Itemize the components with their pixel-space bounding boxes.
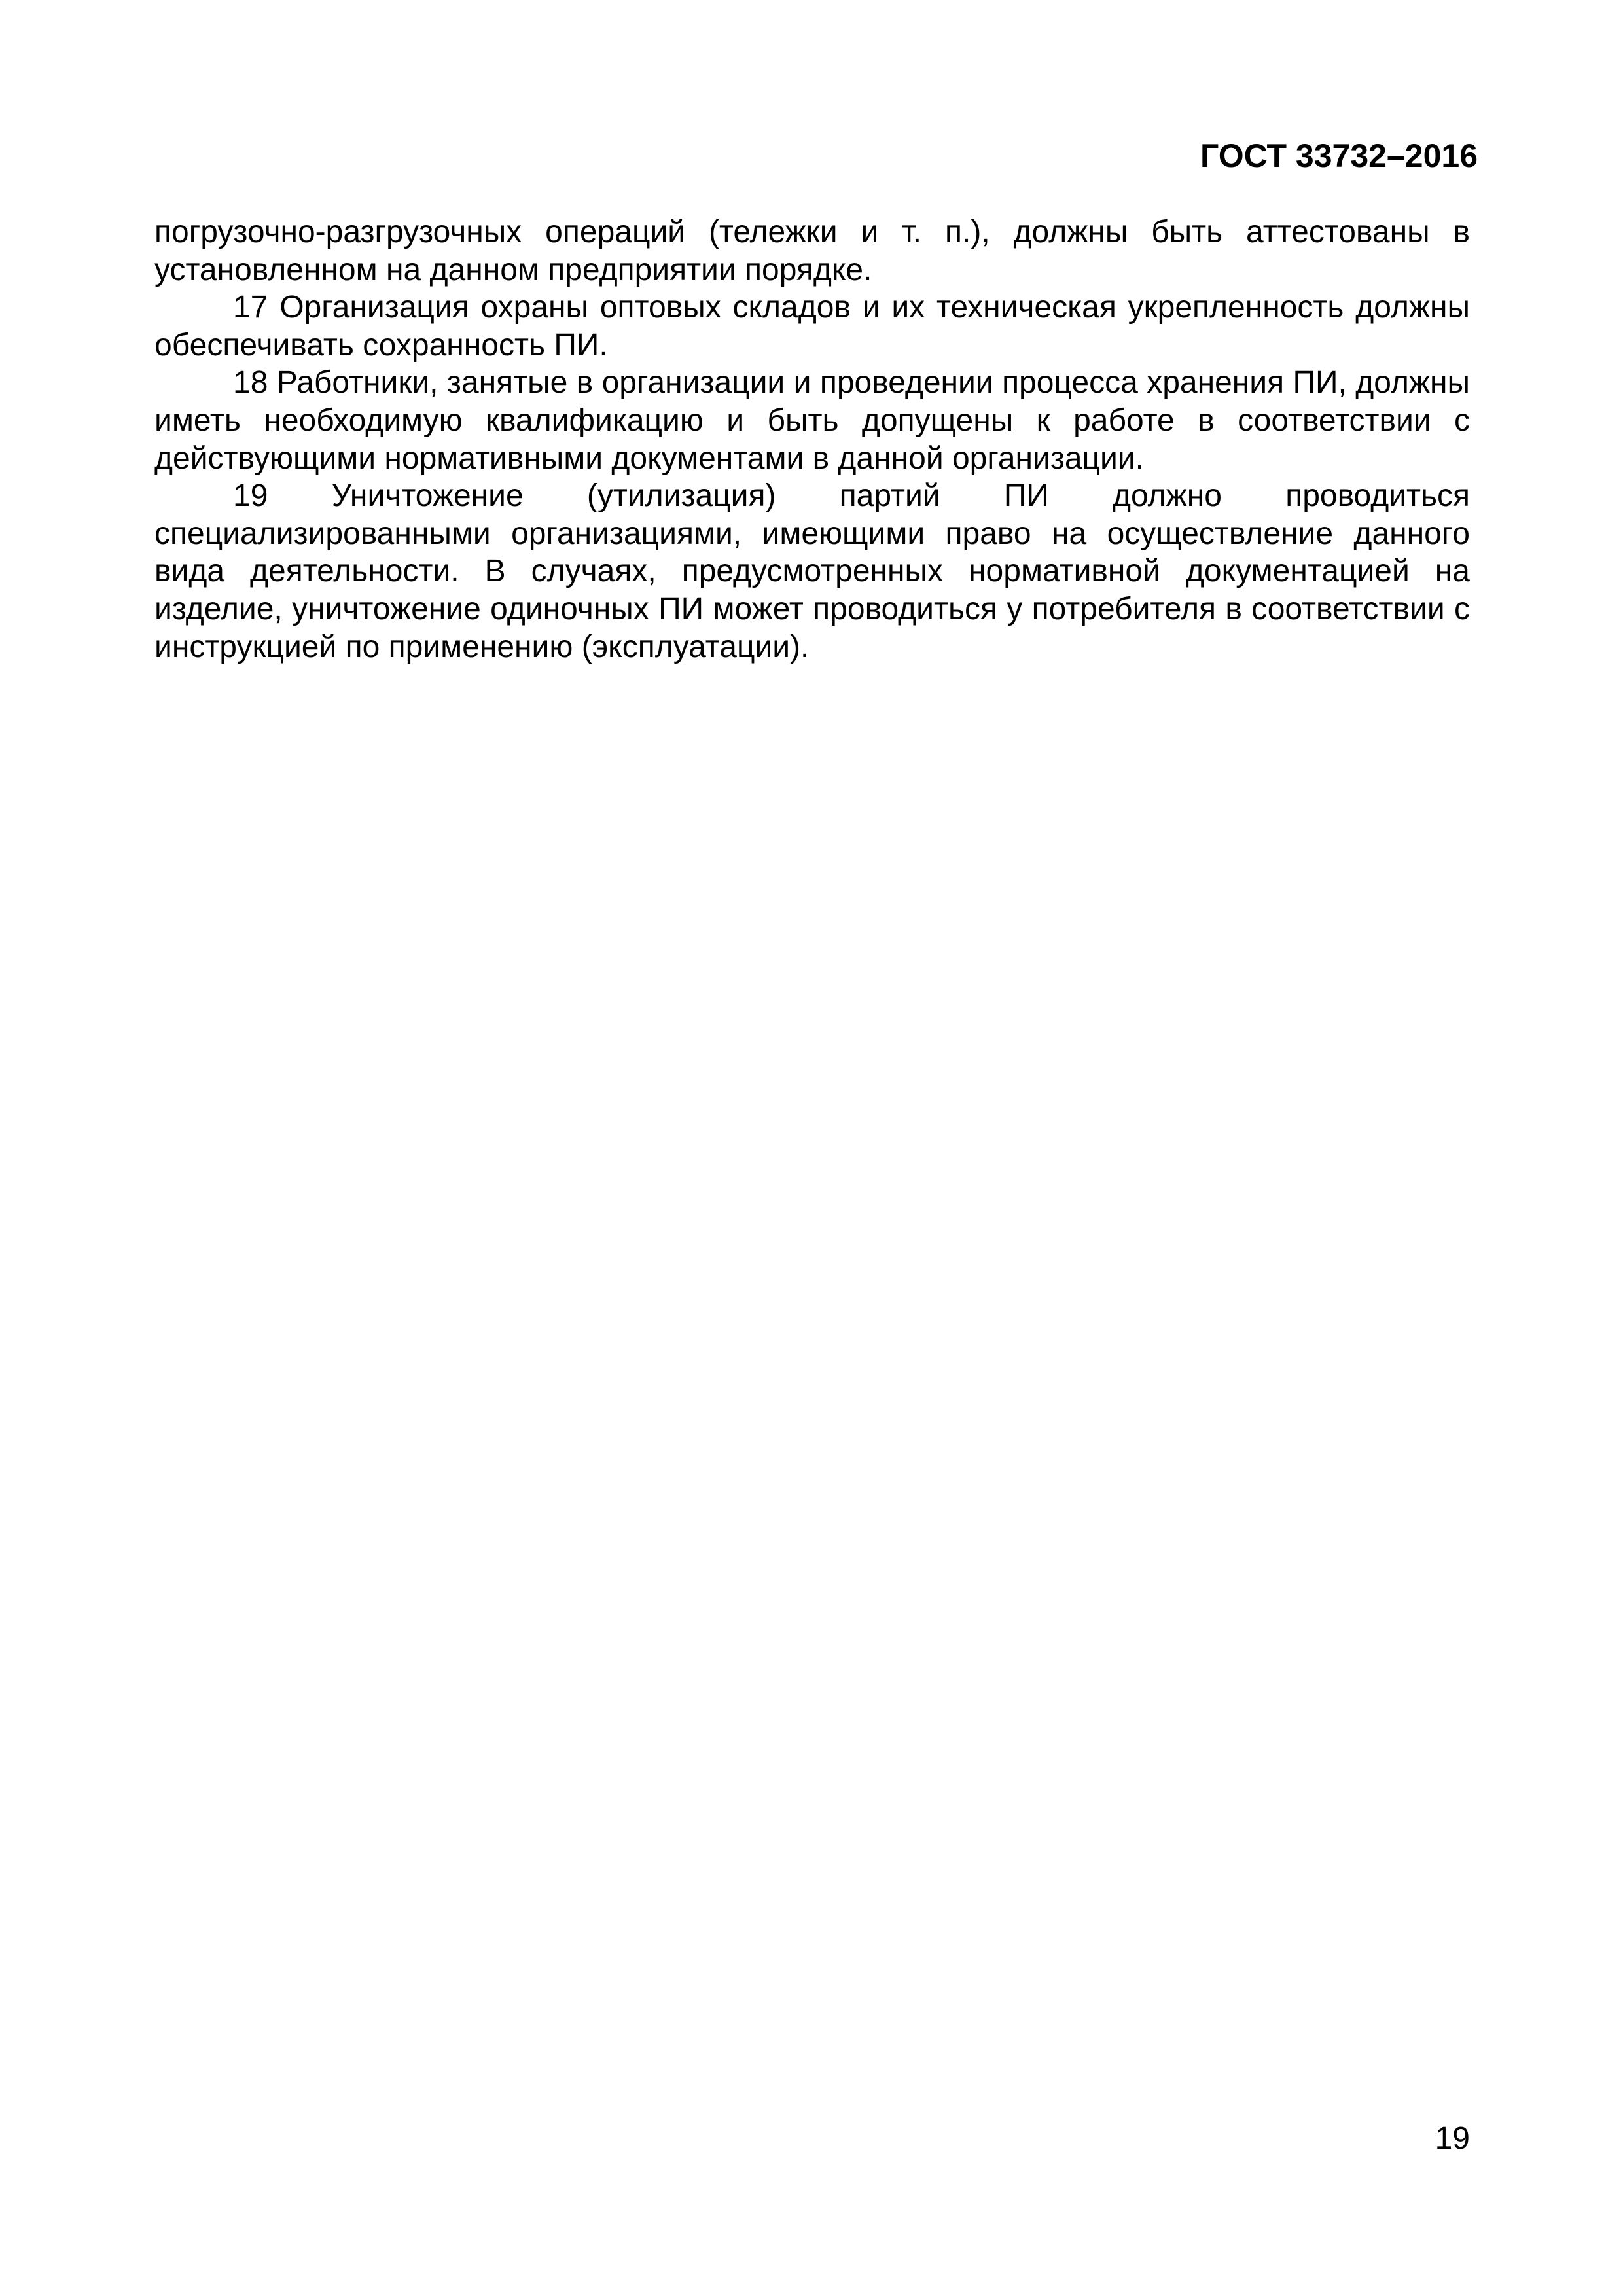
paragraph-18: 18 Работники, занятые в организации и проведении процесса хранения ПИ, должны иметь необходимую квалификацию и быть допущены к работе в соответствии с действующими нормативными документами в данной организации.: [154, 365, 1470, 476]
document-header-standard-code: ГОСТ 33732–2016: [1200, 137, 1478, 174]
page-number: 19: [1435, 2121, 1470, 2156]
paragraph-17: 17 Организация охраны оптовых складов и их техническая укрепленность должны обеспечивать сохранность ПИ.: [154, 290, 1470, 363]
document-body: [154, 213, 1470, 666]
paragraph-continuation: погрузочно-разгрузочных операций (тележки и т. п.), должны быть аттестованы в установленном на данном предприятии порядке.: [154, 215, 1470, 287]
paragraph-19: 19 Уничтожение (утилизация) партий ПИ должно проводиться специализированными организациями, имеющими право на осуществление данного вида деятельности. В случаях, предусмотренных нормативной документацией на изделие, уничтожение одиночных ПИ может проводиться у потребителя в соответствии с инструкцией по применению (эксплуатации).: [154, 478, 1470, 664]
